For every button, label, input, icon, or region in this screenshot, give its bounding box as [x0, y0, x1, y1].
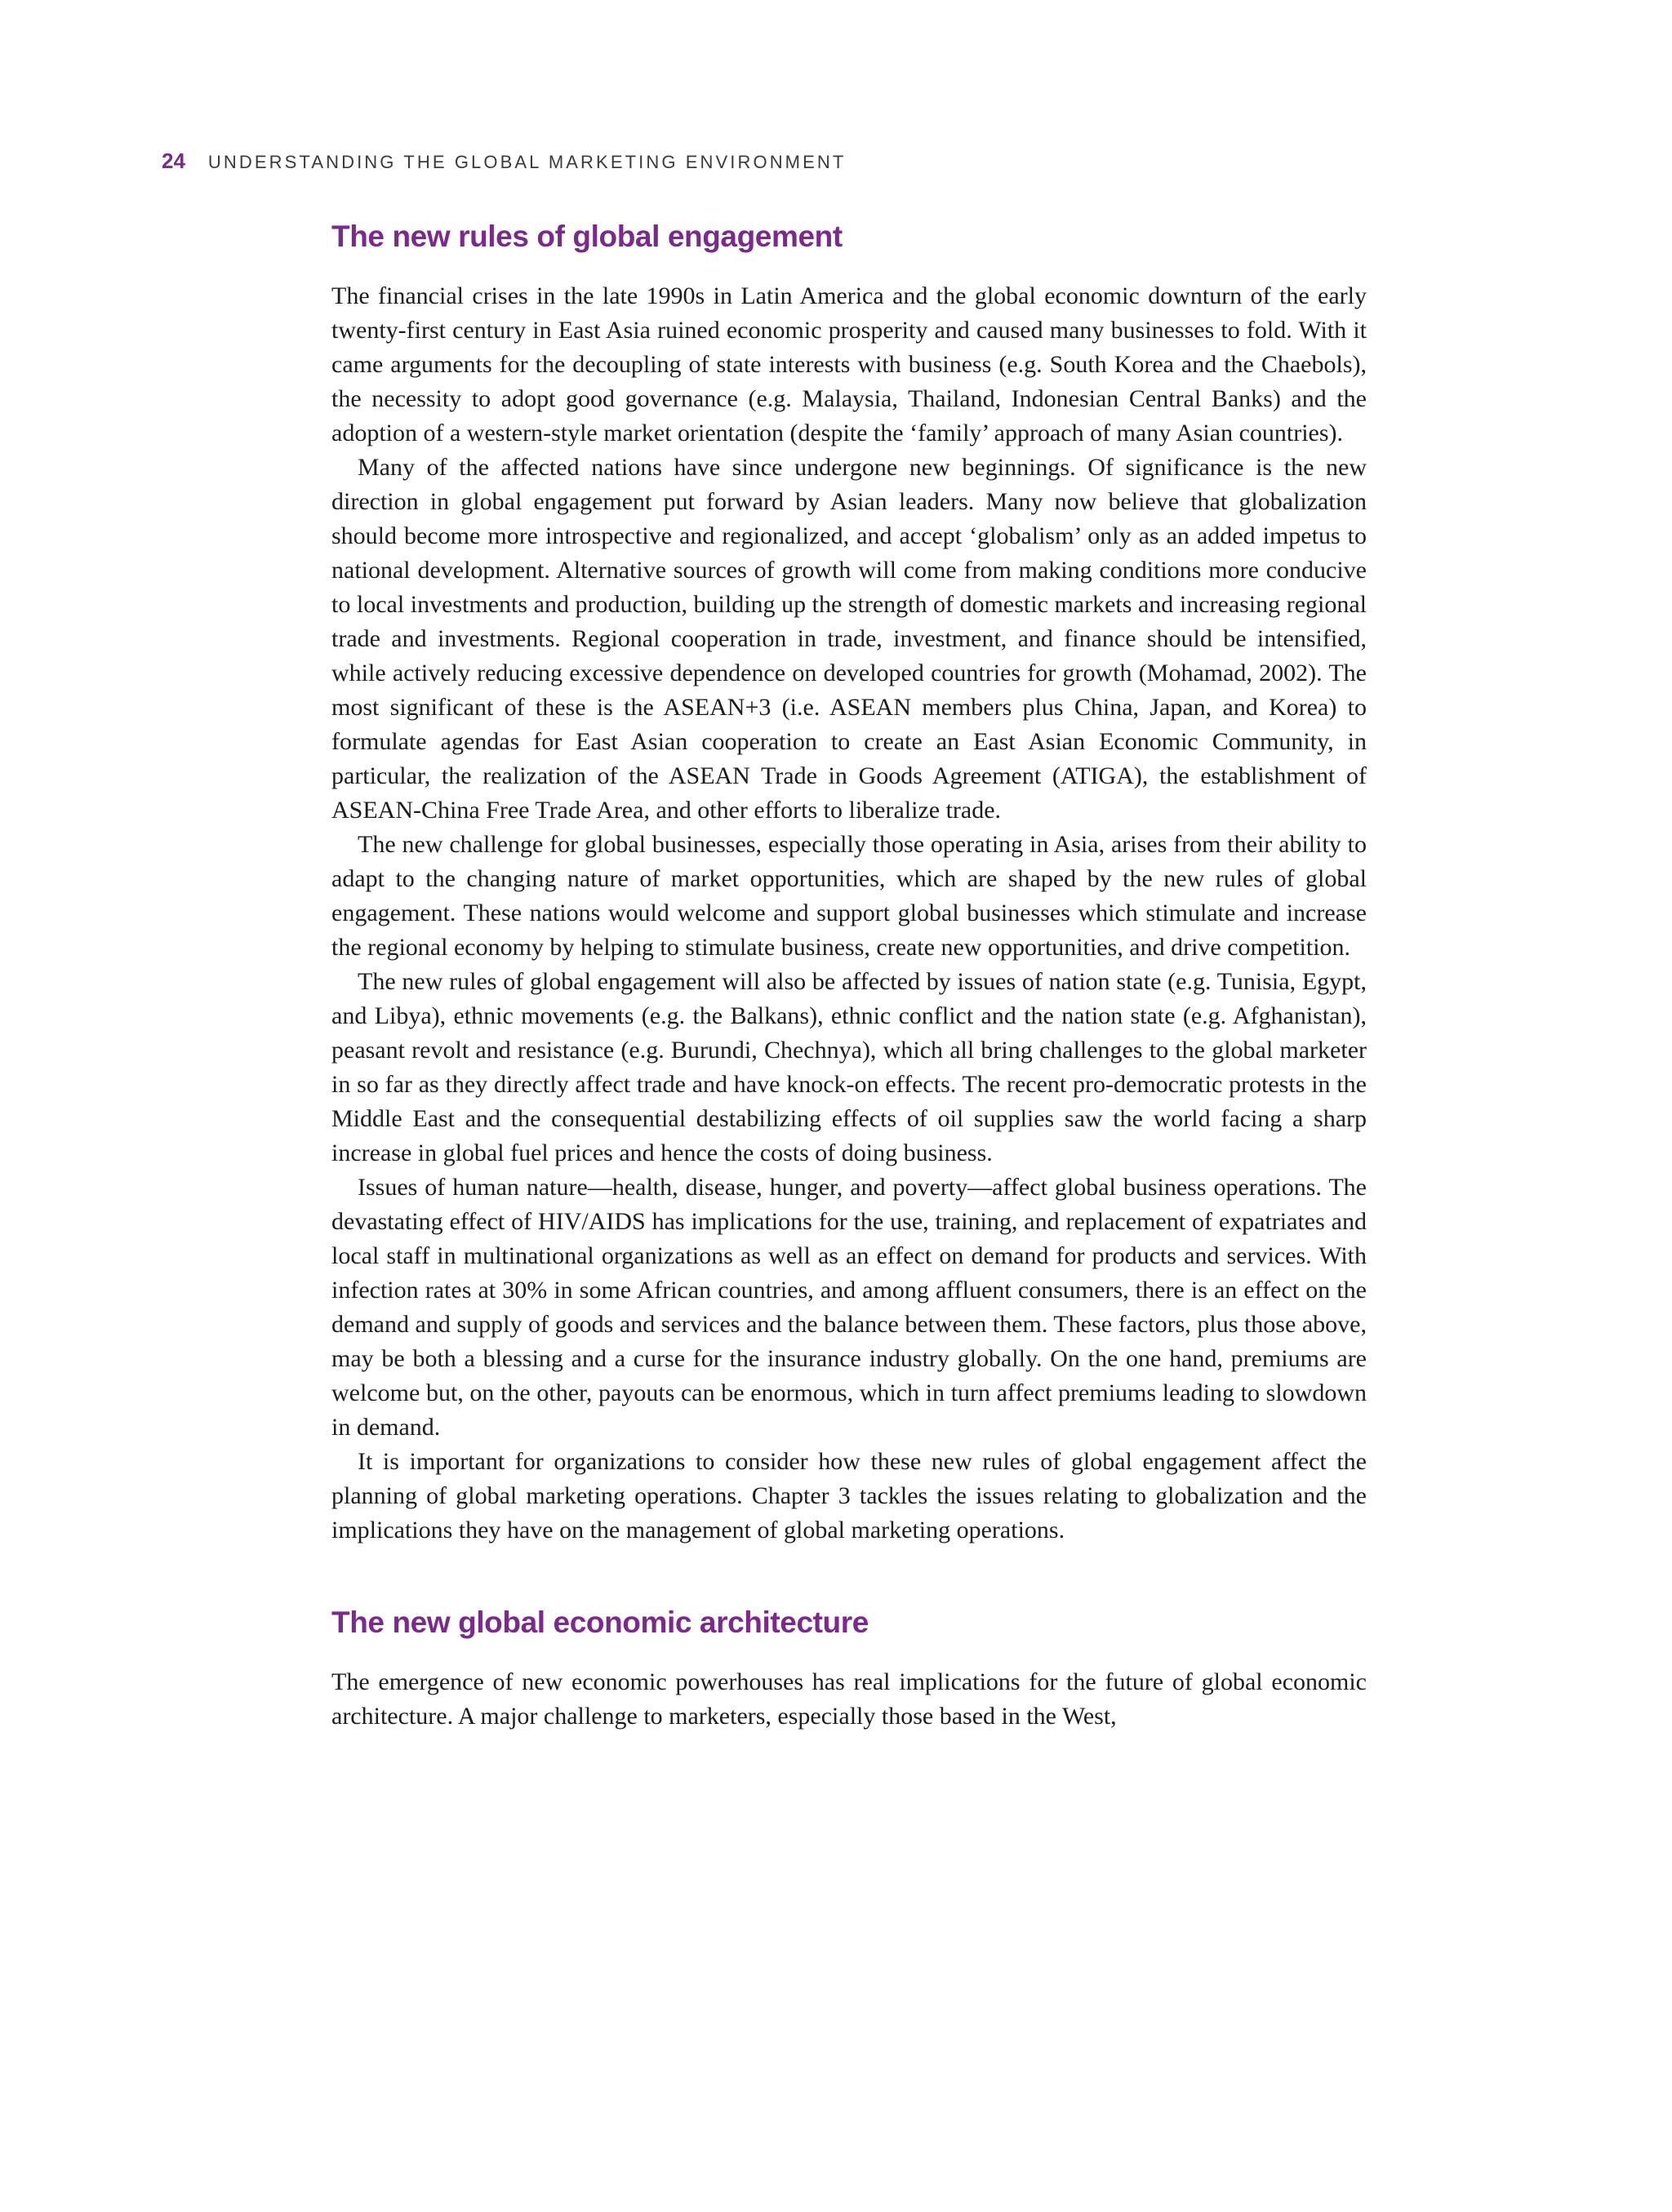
paragraph: Issues of human nature—health, disease, hunger, and poverty—affect global business operations. The devastating effect of HIV/AIDS has implications for the use, training, and replacement of expatriates and local staff in multinational organizations as well as an effect on demand for products and services. With infection rates at 30% in some African countries, and among affluent consumers, there is an effect on the demand and supply of goods and services and the balance between them. These factors, plus those above, may be both a blessing and a curse for the insurance industry globally. On the one hand, premiums are welcome but, on the other, payouts can be enormous, which in turn affect premiums leading to slowdown in demand. — [331, 1174, 1367, 1441]
paragraph: It is important for organizations to consider how these new rules of global engagement affect the planning of global marketing operations. Chapter 3 tackles the issues relating to globalization and the implications they have on the management of global marketing operations. — [331, 1448, 1367, 1544]
paragraph: The emergence of new economic powerhouses has real implications for the future of global economic architecture. A major challenge to marketers, especially those based in the West, — [331, 1668, 1367, 1730]
section-economic-architecture — [331, 1600, 1367, 1734]
running-head — [162, 149, 846, 176]
paragraph: The new challenge for global businesses, especially those operating in Asia, arises from their ability to adapt to the changing nature of market opportunities, which are shaped by the new rules of global engagement. These nations would welcome and support global businesses which stimulate and increase the regional economy by helping to stimulate business, create new opportunities, and drive competition. — [331, 831, 1367, 961]
section-global-engagement — [331, 214, 1367, 1548]
page-number: 24 — [162, 149, 185, 173]
paragraph: The new rules of global engagement will also be affected by issues of nation state (e.g. Tunisia, Egypt, and Libya), ethnic movements (e.g. the Balkans), ethnic conflict and the nation state (e.g. Afghanistan), peasant revolt and resistance (e.g. Burundi, Chechnya), which all bring challenges to the global marketer in so far as they directly affect trade and have knock-on effects. The recent pro-democratic protests in the Middle East and the consequential destabilizing effects of oil supplies saw the world facing a sharp increase in global fuel prices and hence the costs of doing business. — [331, 968, 1367, 1166]
running-head-title: UNDERSTANDING THE GLOBAL MARKETING ENVIRONMENT — [207, 152, 847, 172]
paragraph: The financial crises in the late 1990s in Latin America and the global economic downturn of the early twenty-first century in East Asia ruined economic prosperity and caused many businesses to fold. With it came arguments for the decoupling of state interests with business (e.g. South Korea and the Chaebols), the necessity to adopt good governance (e.g. Malaysia, Thailand, Indonesian Central Banks) and the adoption of a western-style market orientation (despite the ‘family’ approach of many Asian countries). — [331, 282, 1367, 446]
page-body — [331, 214, 1367, 1734]
paragraph: Many of the affected nations have since undergone new beginnings. Of significance is the new direction in global engagement put forward by Asian leaders. Many now believe that globalization should become more introspective and regionalized, and accept ‘globalism’ only as an added impetus to national development. Alternative sources of growth will come from making conditions more conducive to local investments and production, building up the strength of domestic markets and increasing regional trade and investments. Regional cooperation in trade, investment, and finance should be intensified, while actively reducing excessive dependence on developed countries for growth (Mohamad, 2002). The most significant of these is the ASEAN+3 (i.e. ASEAN members plus China, Japan, and Korea) to formulate agendas for East Asian cooperation to create an East Asian Economic Community, in particular, the realization of the ASEAN Trade in Goods Agreement (ATIGA), the establishment of ASEAN-China Free Trade Area, and other efforts to liberalize trade. — [331, 454, 1367, 824]
section-heading: The new global economic architecture — [331, 1606, 869, 1639]
section-heading: The new rules of global engagement — [331, 220, 843, 253]
